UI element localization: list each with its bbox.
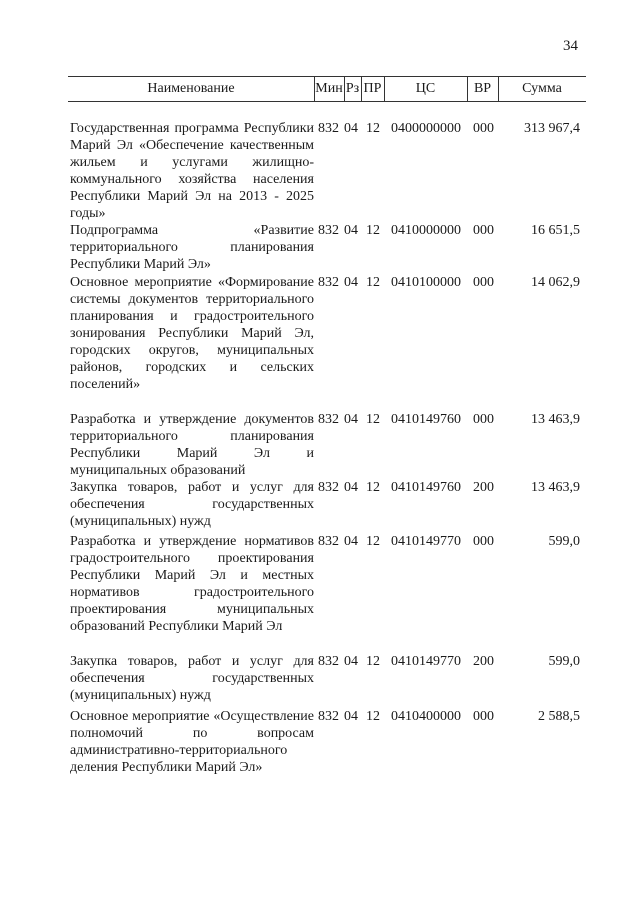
row-vr: 200 bbox=[473, 654, 494, 669]
row-pr: 12 bbox=[366, 654, 380, 669]
row-sum: 313 967,4 bbox=[524, 121, 580, 136]
row-cs: 0410149760 bbox=[391, 412, 461, 427]
row-vr: 000 bbox=[473, 275, 494, 290]
row-sum: 16 651,5 bbox=[531, 223, 580, 238]
row-cs: 0400000000 bbox=[391, 121, 461, 136]
row-vr: 200 bbox=[473, 480, 494, 495]
row-name: Основное мероприятие «Формирование системы документов территориального планирования и градостроительного зонирования Республики Марий Эл, городских округов, муниципальных районов, городских и сельских поселений» bbox=[70, 275, 314, 392]
row-pr: 12 bbox=[366, 534, 380, 549]
row-sum: 13 463,9 bbox=[531, 480, 580, 495]
row-pr: 12 bbox=[366, 480, 380, 495]
row-pr: 12 bbox=[366, 121, 380, 136]
row-rz: 04 bbox=[344, 534, 358, 549]
row-name: Основное мероприятие «Осуществление полномочий по вопросам административно-территориального деления Республики Марий Эл» bbox=[70, 709, 314, 775]
header-min: Мин bbox=[315, 81, 343, 96]
row-min: 832 bbox=[318, 709, 339, 724]
row-name: Государственная программа Республики Марий Эл «Обеспечение качественным жильем и услугами жилищно-коммунального хозяйства населения Республики Марий Эл на 2013 - 2025 годы» bbox=[70, 121, 314, 221]
row-pr: 12 bbox=[366, 412, 380, 427]
row-sum: 14 062,9 bbox=[531, 275, 580, 290]
header-cs: ЦС bbox=[415, 81, 436, 96]
header-pr: ПР bbox=[363, 81, 382, 96]
row-cs: 0410149760 bbox=[391, 480, 461, 495]
row-sum: 599,0 bbox=[548, 654, 580, 669]
row-pr: 12 bbox=[366, 275, 380, 290]
row-vr: 000 bbox=[473, 709, 494, 724]
row-min: 832 bbox=[318, 480, 339, 495]
header-rz: Рз bbox=[345, 81, 360, 96]
row-min: 832 bbox=[318, 654, 339, 669]
header-top-rule bbox=[68, 76, 586, 77]
row-rz: 04 bbox=[344, 654, 358, 669]
row-cs: 0410100000 bbox=[391, 275, 461, 290]
row-rz: 04 bbox=[344, 275, 358, 290]
row-vr: 000 bbox=[473, 412, 494, 427]
row-rz: 04 bbox=[344, 121, 358, 136]
row-cs: 0410400000 bbox=[391, 709, 461, 724]
row-name: Разработка и утверждение нормативов градостроительного проектирования Республики Марий Эл и местных нормативов градостроительного проектирования муниципальных образований Республики Марий Эл bbox=[70, 534, 314, 634]
row-name: Закупка товаров, работ и услуг для обеспечения государственных (муниципальных) нужд bbox=[70, 480, 314, 529]
row-name: Разработка и утверждение документов территориального планирования Республики Марий Эл и муниципальных образований bbox=[70, 412, 314, 478]
header-bottom-rule bbox=[68, 101, 586, 102]
row-cs: 0410149770 bbox=[391, 534, 461, 549]
header-sum: Сумма bbox=[522, 81, 562, 96]
row-sum: 13 463,9 bbox=[531, 412, 580, 427]
row-rz: 04 bbox=[344, 480, 358, 495]
row-sum: 2 588,5 bbox=[538, 709, 580, 724]
row-min: 832 bbox=[318, 121, 339, 136]
row-cs: 0410149770 bbox=[391, 654, 461, 669]
row-rz: 04 bbox=[344, 412, 358, 427]
header-name: Наименование bbox=[147, 81, 235, 96]
page-number: 34 bbox=[563, 38, 578, 54]
header-vr: ВР bbox=[473, 81, 492, 96]
row-vr: 000 bbox=[473, 534, 494, 549]
row-vr: 000 bbox=[473, 223, 494, 238]
row-pr: 12 bbox=[366, 709, 380, 724]
row-pr: 12 bbox=[366, 223, 380, 238]
row-rz: 04 bbox=[344, 709, 358, 724]
row-min: 832 bbox=[318, 275, 339, 290]
row-min: 832 bbox=[318, 412, 339, 427]
row-vr: 000 bbox=[473, 121, 494, 136]
row-cs: 0410000000 bbox=[391, 223, 461, 238]
row-name: Закупка товаров, работ и услуг для обеспечения государственных (муниципальных) нужд bbox=[70, 654, 314, 703]
row-min: 832 bbox=[318, 223, 339, 238]
row-rz: 04 bbox=[344, 223, 358, 238]
row-min: 832 bbox=[318, 534, 339, 549]
row-sum: 599,0 bbox=[548, 534, 580, 549]
row-name: Подпрограмма «Развитие территориального планирования Республики Марий Эл» bbox=[70, 223, 314, 272]
